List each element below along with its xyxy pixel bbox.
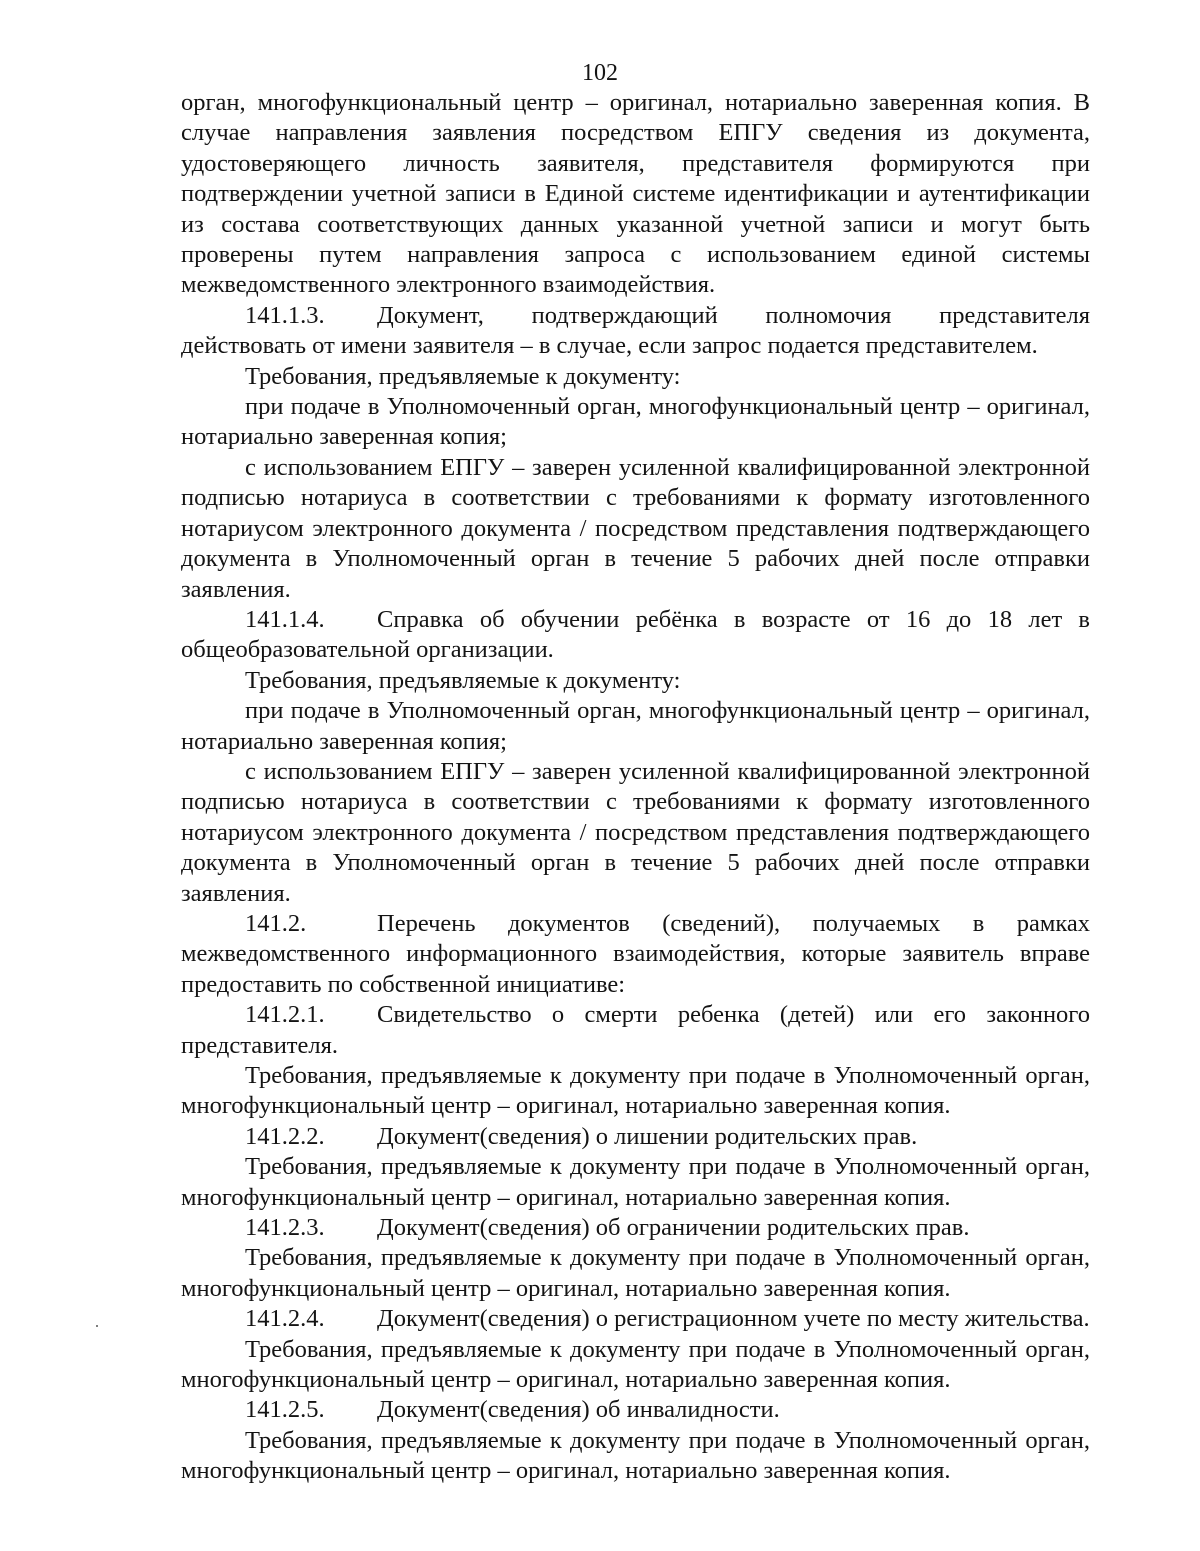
requirement-text: Требования, предъявляемые к документу при подаче в Уполномоченный орган, многофункциональный центр – оригинал, нотариально заверенная копия.: [181, 1335, 1090, 1394]
requirement-in-person: при подаче в Уполномоченный орган, многофункциональный центр – оригинал, нотариально заверенная копия;: [181, 697, 1090, 755]
document-body: [181, 88, 1090, 1487]
item-text: Документ, подтверждающий полномочия представителя действовать от имени заявителя – в случае, если запрос подается представителем.: [181, 301, 1090, 360]
requirement-epgu: с использованием ЕПГУ – заверен усиленной квалифицированной электронной подписью нотариуса в соответствии с требованиями к формату изготовленного нотариусом электронного документа / посредством представления подтверждающего документа в Уполномоченный орган в течение 5 рабочих дней после отправки заявления.: [181, 757, 1090, 907]
page-number: 102: [582, 60, 618, 86]
item-text: Документ(сведения) о лишении родительских прав.: [377, 1122, 918, 1150]
item-text: Свидетельство о смерти ребенка (детей) или его законного представителя.: [181, 1001, 1090, 1059]
item-number: 141.2.4.: [245, 1305, 325, 1333]
requirement-text: Требования, предъявляемые к документу при подаче в Уполномоченный орган, многофункциональный центр – оригинал, нотариально заверенная копия.: [181, 1426, 1090, 1485]
item-text: Перечень документов (сведений), получаемых в рамках межведомственного информационного взаимодействия, которые заявитель вправе предоставить по собственной инициативе:: [181, 909, 1090, 998]
scan-artifact: [96, 1325, 98, 1327]
item-141-2: [181, 909, 1090, 1000]
item-141-2-2: [181, 1122, 1090, 1152]
item-text: Документ(сведения) об ограничении родительских прав.: [377, 1214, 970, 1242]
paragraph-continuation: орган, многофункциональный центр – оригинал, нотариально заверенная копия. В случае направления заявления посредством ЕПГУ сведения из документа, удостоверяющего личность заявителя, представителя формируются при подтверждении учетной записи в Единой системе идентификации и аутентификации из состава соответствующих данных указанной учетной записи и могут быть проверены путем направления запроса с использованием единой системы межведомственного электронного взаимодействия.: [181, 89, 1090, 299]
item-number: 141.2.: [245, 909, 307, 937]
requirement-text: Требования, предъявляемые к документу при подаче в Уполномоченный орган, многофункциональный центр – оригинал, нотариально заверенная копия.: [181, 1153, 1090, 1211]
requirement-in-person: при подаче в Уполномоченный орган, многофункциональный центр – оригинал, нотариально заверенная копия;: [181, 393, 1090, 451]
item-141-2-3: [181, 1213, 1090, 1243]
requirements-heading: Требования, предъявляемые к документу:: [245, 666, 681, 694]
item-number: 141.2.2.: [245, 1122, 325, 1150]
item-text: Документ(сведения) об инвалидности.: [377, 1396, 780, 1424]
requirement-epgu: с использованием ЕПГУ – заверен усиленной квалифицированной электронной подписью нотариуса в соответствии с требованиями к формату изготовленного нотариусом электронного документа / посредством представления подтверждающего документа в Уполномоченный орган в течение 5 рабочих дней после отправки заявления.: [181, 453, 1090, 603]
requirements-heading: Требования, предъявляемые к документу:: [245, 362, 681, 390]
item-number: 141.2.3.: [245, 1214, 325, 1242]
item-141-2-5: [181, 1395, 1090, 1425]
item-141-1-3: [181, 301, 1090, 362]
item-text: Документ(сведения) о регистрационном учете по месту жительства.: [377, 1305, 1090, 1333]
item-number: 141.2.5.: [245, 1396, 325, 1424]
item-number: 141.1.4.: [245, 605, 325, 633]
item-141-2-4: [181, 1304, 1090, 1334]
requirement-text: Требования, предъявляемые к документу при подаче в Уполномоченный орган, многофункциональный центр – оригинал, нотариально заверенная копия.: [181, 1062, 1090, 1120]
requirement-text: Требования, предъявляемые к документу при подаче в Уполномоченный орган, многофункциональный центр – оригинал, нотариально заверенная копия.: [181, 1244, 1090, 1302]
item-141-2-1: [181, 1000, 1090, 1061]
item-number: 141.1.3.: [245, 301, 325, 329]
item-text: Справка об обучении ребёнка в возрасте от 16 до 18 лет в общеобразовательной организации.: [181, 605, 1090, 664]
item-number: 141.2.1.: [245, 1001, 325, 1029]
item-141-1-4: [181, 605, 1090, 666]
